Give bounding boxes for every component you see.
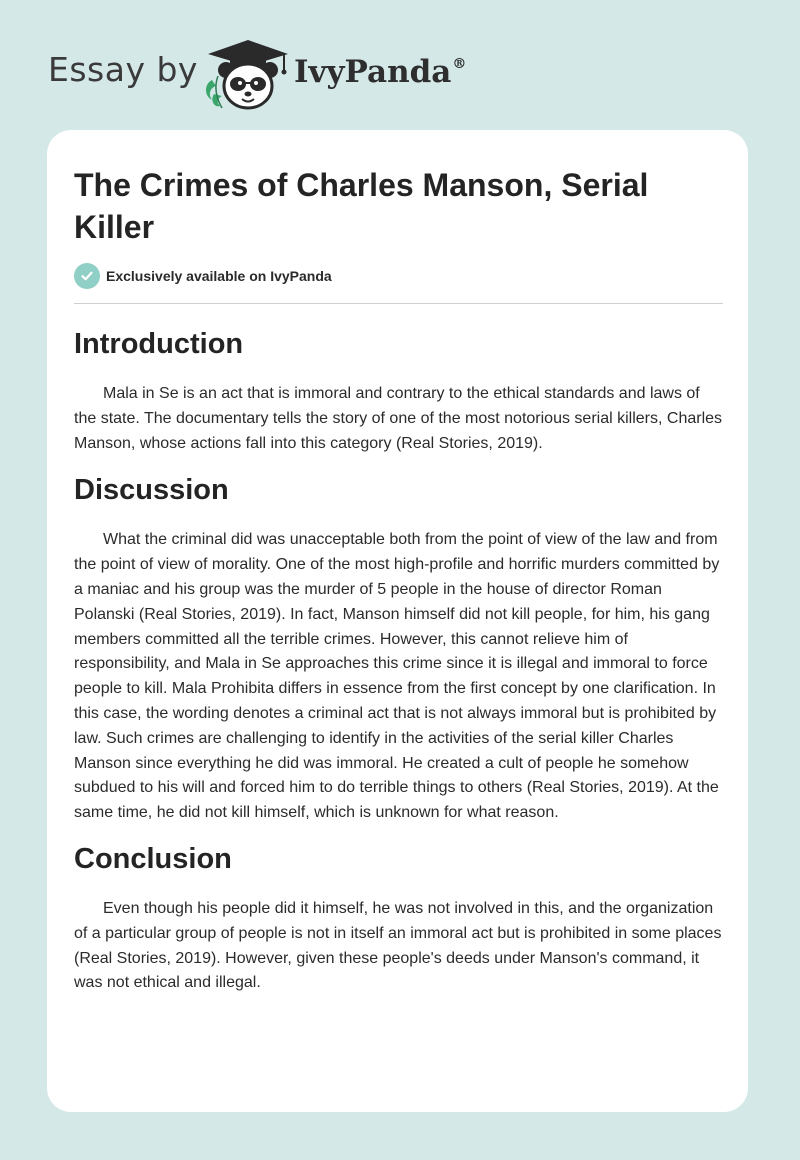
- section-heading-introduction: Introduction: [74, 328, 244, 360]
- section-paragraph-discussion: What the criminal did was unacceptable both from the point of view of the law and from the point of view of morality. One of the most high-profile and horrific murders committed by a maniac and his group was the murder of 5 people in the house of director Roman Polanski (Real Stories, 2019). In fact, Manson himself did not kill people, for him, his gang members committed all the terrible crimes. However, this cannot relieve him of responsibility, and Mala in Se approaches this crime since it is illegal and immoral to force people to kill. Mala Prohibita differs in essence from the first concept by one clarification. In this case, the wording denotes a criminal act that is not always immoral but is prohibited by law. Such crimes are challenging to identify in the activities of the serial killer Charles Manson since everything he did was immoral. He created a cult of people he somehow subdued to his will and forced him to do terrible things to others (Real Stories, 2019). At the same time, he did not kill himself, which is unknown for what reason.: [74, 531, 720, 822]
- essay-by-label: Essay by: [48, 50, 198, 89]
- divider: [74, 303, 723, 304]
- check-circle-icon: [74, 263, 100, 289]
- section-paragraph-introduction: Mala in Se is an act that is immoral and contrary to the ethical standards and laws of the state. The documentary tells the story of one of the most notorious serial killers, Charles Manson, whose actions fall into this category (Real Stories, 2019).: [74, 385, 723, 452]
- essay-card: [47, 130, 748, 1112]
- panda-graduate-icon[interactable]: [200, 36, 296, 112]
- essay-body: [74, 326, 724, 996]
- section-heading-discussion: Discussion: [74, 474, 229, 507]
- site-header: [0, 0, 800, 130]
- brand-logo-text[interactable]: IvyPanda®: [294, 54, 467, 90]
- exclusive-badge: [74, 262, 332, 290]
- essay-title: The Crimes of Charles Manson, Serial Killer: [74, 167, 649, 245]
- section-heading-conclusion: Conclusion: [74, 842, 232, 875]
- exclusive-badge-label: Exclusively available on IvyPanda: [106, 268, 332, 284]
- section-paragraph-conclusion: Even though his people did it himself, he was not involved in this, and the organization of a particular group of people is not in itself an immoral act but is prohibited in some places (Real Stories, 2019). However, given these people's deeds under Manson's command, it was not ethical and illegal.: [74, 899, 722, 992]
- registered-mark: ®: [452, 56, 467, 72]
